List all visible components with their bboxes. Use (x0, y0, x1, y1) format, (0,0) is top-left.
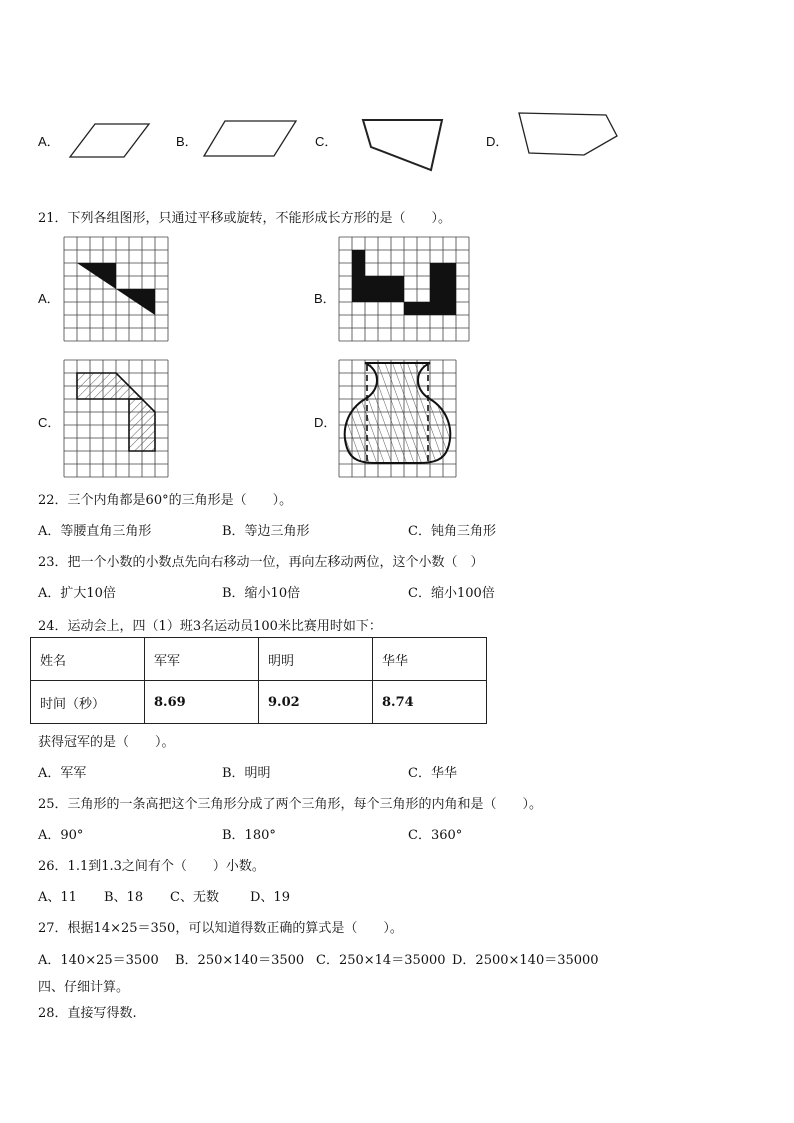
q28-question: 28．直接写得数. (38, 1006, 137, 1021)
q22-option-a[interactable]: A．等腰直角三角形 (38, 524, 152, 539)
q26-option-c[interactable]: C、无数 (170, 890, 219, 905)
q27-question: 27．根据14×25＝350，可以知道得数正确的算式是（ ）。 (38, 921, 403, 936)
q20-option-c-quadrilateral[interactable] (360, 117, 445, 174)
q23-option-a[interactable]: A．扩大10倍 (38, 586, 116, 601)
q20-option-b-label[interactable]: B． (176, 134, 198, 149)
table-header-mingming: 明明 (259, 638, 373, 681)
q26-question: 26．1.1到1.3之间有个（ ）小数。 (38, 859, 265, 874)
q25-option-b[interactable]: B．180° (222, 828, 276, 843)
table-header-junjun: 军军 (145, 638, 259, 681)
table-cell-mingming-time: 9.02 (259, 681, 373, 724)
q21-option-d-label[interactable]: D． (314, 415, 337, 430)
q26-option-b[interactable]: B、18 (104, 890, 144, 905)
q20-option-a-parallelogram[interactable] (70, 120, 155, 160)
q23-option-b[interactable]: B．缩小10倍 (222, 586, 301, 601)
q21-option-b-label[interactable]: B． (314, 291, 336, 306)
q23-question: 23．把一个小数的小数点先向右移动一位，再向左移动两位，这个小数（ ） (38, 555, 484, 570)
q24-option-c[interactable]: C．华华 (408, 766, 457, 781)
q21-option-a-grid-figure[interactable] (64, 237, 168, 341)
q27-option-d[interactable]: D．2500×140＝35000 (452, 953, 599, 968)
q22-option-b[interactable]: B．等边三角形 (222, 524, 310, 539)
q24-question: 24．运动会上，四（1）班3名运动员100米比赛用时如下： (38, 619, 382, 634)
q25-option-a[interactable]: A．90° (38, 828, 84, 843)
table-header-name: 姓名 (31, 638, 145, 681)
table-cell-junjun-time: 8.69 (145, 681, 259, 724)
q21-option-c-label[interactable]: C． (38, 415, 61, 430)
q24-followup: 获得冠军的是（ ）。 (38, 735, 175, 750)
q21-option-d-grid-figure[interactable] (339, 360, 456, 477)
q25-question: 25．三角形的一条高把这个三角形分成了两个三角形，每个三角形的内角和是（ ）。 (38, 797, 543, 812)
q25-option-c[interactable]: C．360° (408, 828, 463, 843)
q20-option-d-label[interactable]: D． (486, 134, 509, 149)
q26-option-d[interactable]: D、19 (250, 890, 290, 905)
q24-option-a[interactable]: A．军军 (38, 766, 87, 781)
q21-question: 21．下列各组图形，只通过平移或旋转，不能形成长方形的是（ ）。 (38, 211, 452, 226)
q21-option-a-label[interactable]: A． (38, 291, 60, 306)
q21-option-c-grid-figure[interactable] (64, 360, 168, 477)
table-row (31, 681, 487, 724)
q20-option-d-pentagon[interactable] (516, 110, 621, 160)
q22-option-c[interactable]: C．钝角三角形 (408, 524, 496, 539)
table-cell-huahua-time: 8.74 (373, 681, 487, 724)
table-header-row (31, 638, 487, 681)
q24-option-b[interactable]: B．明明 (222, 766, 271, 781)
race-time-table (30, 637, 487, 724)
q22-question: 22．三个内角都是60°的三角形是（ ）。 (38, 493, 293, 508)
q27-option-a[interactable]: A．140×25＝3500 (38, 953, 159, 968)
section-4-title: 四、仔细计算。 (38, 980, 130, 995)
q21-option-b-grid-figure[interactable] (339, 237, 469, 341)
table-cell-time-label: 时间（秒） (31, 681, 145, 724)
q27-option-b[interactable]: B．250×140＝3500 (175, 953, 305, 968)
q20-option-b-parallelogram[interactable] (204, 118, 299, 160)
table-header-huahua: 华华 (373, 638, 487, 681)
q23-option-c[interactable]: C．缩小100倍 (408, 586, 495, 601)
q27-option-c[interactable]: C．250×14＝35000 (316, 953, 446, 968)
q20-option-a-label[interactable]: A． (38, 134, 60, 149)
q26-option-a[interactable]: A、11 (38, 890, 77, 905)
q20-option-c-label[interactable]: C． (315, 134, 338, 149)
